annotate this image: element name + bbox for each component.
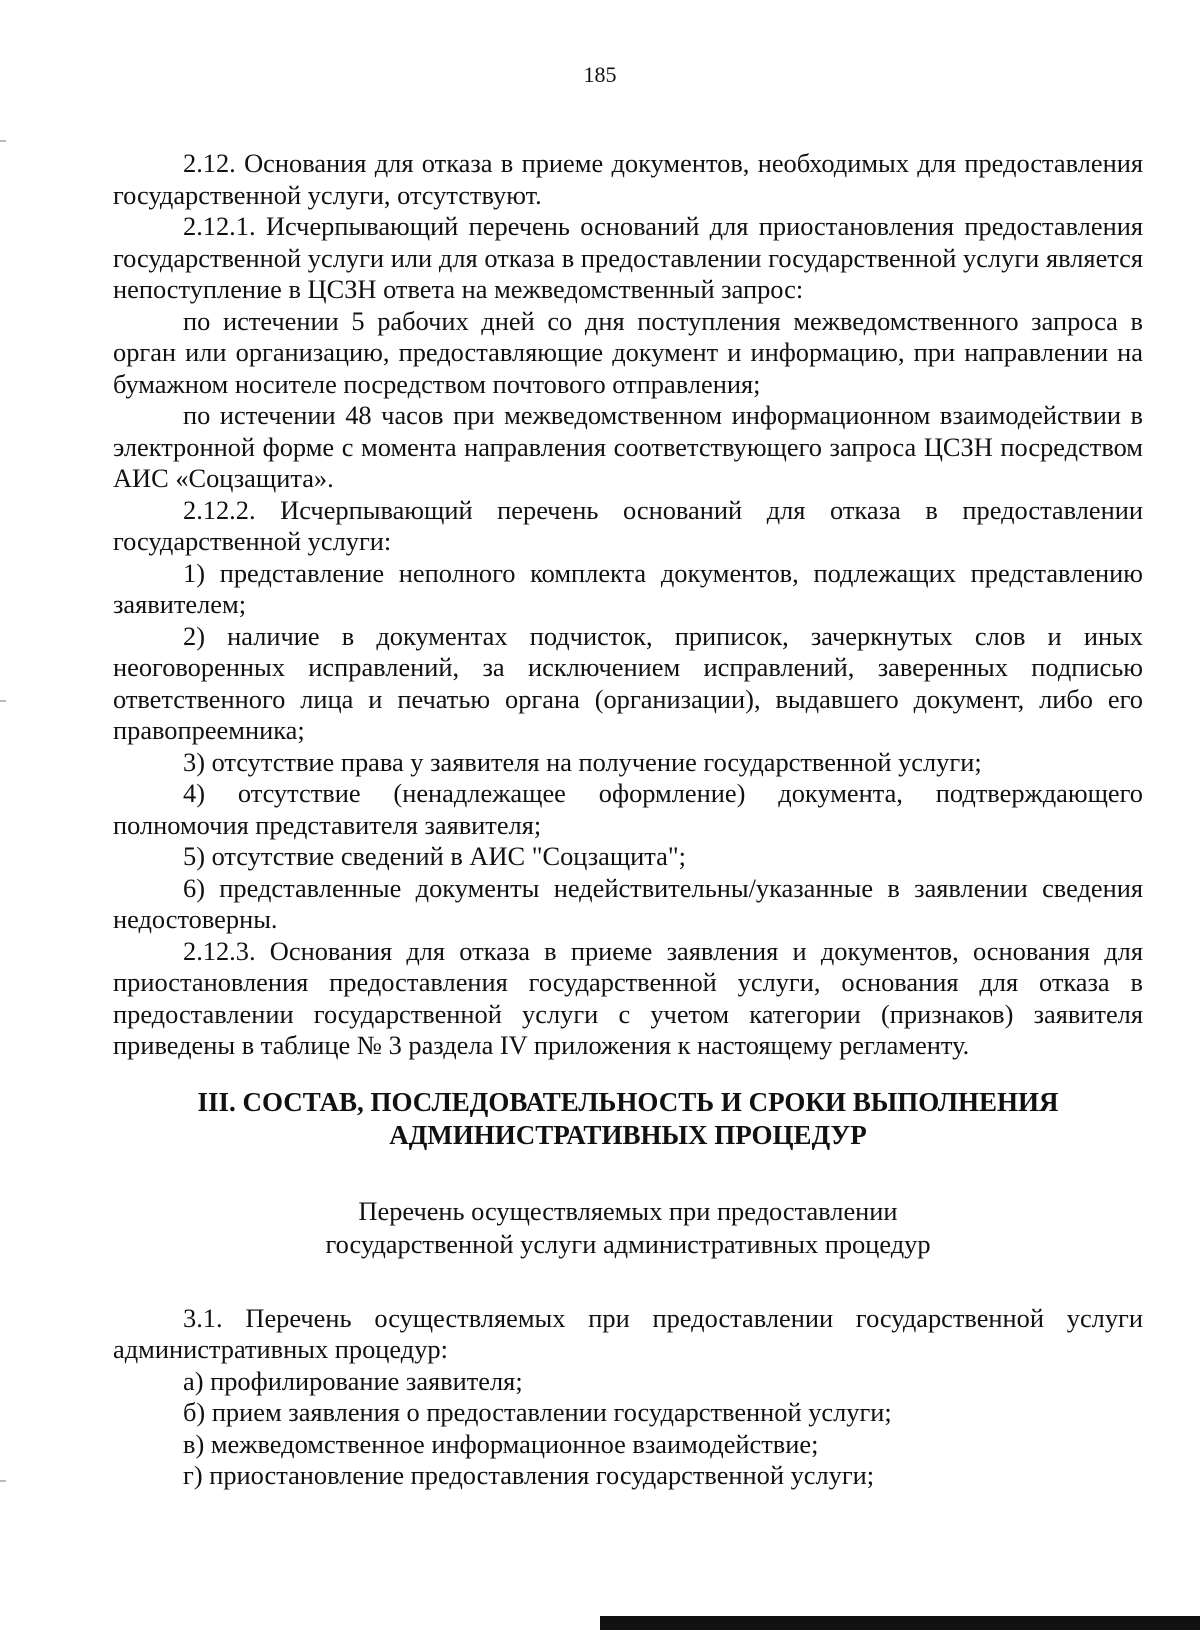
paragraph-2-12-3: 2.12.3. Основания для отказа в приеме заявления и документов, основания для приостановления предоставления государственной услуги, основания для отказа в предоставлении государственной услуги с учетом категории (признаков) заявителя приведены в таблице № 3 раздела IV приложения к настоящему регламенту. <box>113 935 1143 1060</box>
paragraph-3-1: 3.1. Перечень осуществляемых при предоставлении государственной услуги административных процедур: <box>113 1302 1143 1364</box>
refusal-item-6: 6) представленные документы недействительны/указанные в заявлении сведения недостоверны. <box>113 872 1143 934</box>
procedure-item-a: а) профилирование заявителя; <box>183 1365 523 1396</box>
paragraph-2-12-1: 2.12.1. Исчерпывающий перечень оснований для приостановления предоставления государственной услуги или для отказа в предоставлении государственной услуги является непоступление в ЦСЗН ответа на межведомственный запрос: <box>113 211 1143 304</box>
section-heading <box>113 1086 1143 1152</box>
scan-margin-mark <box>0 140 6 142</box>
procedure-item-d: г) приостановление предоставления государственной услуги; <box>183 1460 875 1490</box>
procedure-item-b: б) прием заявления о предоставлении государственной услуги; <box>183 1397 892 1427</box>
refusal-item-2: 2) наличие в документах подчисток, приписок, зачеркнутых слов и иных неоговоренных исправлений, за исключением исправлений, заверенных подписью ответственного лица и печатью органа (организации), выдавшего документ, либо его правопреемника; <box>113 620 1143 745</box>
scan-margin-mark <box>0 1480 6 1482</box>
section-subheading <box>113 1195 1143 1261</box>
page-number: 185 <box>583 62 617 87</box>
refusal-item-5: 5) отсутствие сведений в АИС "Соцзащита"; <box>183 841 686 871</box>
section-subheading-line-2: государственной услуги административных процедур <box>325 1228 931 1259</box>
section-heading-line-1: III. СОСТАВ, ПОСЛЕДОВАТЕЛЬНОСТЬ И СРОКИ ВЫПОЛНЕНИЯ <box>197 1086 1059 1117</box>
paragraph-2-12-2: 2.12.2. Исчерпывающий перечень оснований для отказа в предоставлении государственной услуги: <box>113 494 1143 556</box>
refusal-item-3: 3) отсутствие права у заявителя на получение государственной услуги; <box>183 746 982 777</box>
section-heading-line-2: АДМИНИСТРАТИВНЫХ ПРОЦЕДУР <box>389 1119 867 1150</box>
paragraph-2-12: 2.12. Основания для отказа в приеме документов, необходимых для предоставления государственной услуги, отсутствуют. <box>113 148 1143 210</box>
paragraph-deadline-electronic: по истечении 48 часов при межведомственном информационном взаимодействии в электронной форме с момента направления соответствующего запроса ЦСЗН посредством АИС «Соцзащита». <box>113 400 1143 493</box>
section-subheading-line-1: Перечень осуществляемых при предоставлении <box>358 1195 898 1226</box>
paragraph-deadline-paper: по истечении 5 рабочих дней со дня поступления межведомственного запроса в орган или организацию, предоставляющие документ и информацию, при направлении на бумажном носителе посредством почтового отправления; <box>113 305 1143 399</box>
scan-margin-mark <box>0 700 6 702</box>
refusal-item-4: 4) отсутствие (ненадлежащее оформление) документа, подтверждающего полномочия представителя заявителя; <box>113 778 1143 840</box>
scan-edge-bar <box>600 1616 1200 1630</box>
procedure-item-c: в) межведомственное информационное взаимодействие; <box>183 1428 819 1459</box>
refusal-item-1: 1) представление неполного комплекта документов, подлежащих представлению заявителем; <box>113 557 1143 619</box>
document-body <box>113 148 1143 1492</box>
